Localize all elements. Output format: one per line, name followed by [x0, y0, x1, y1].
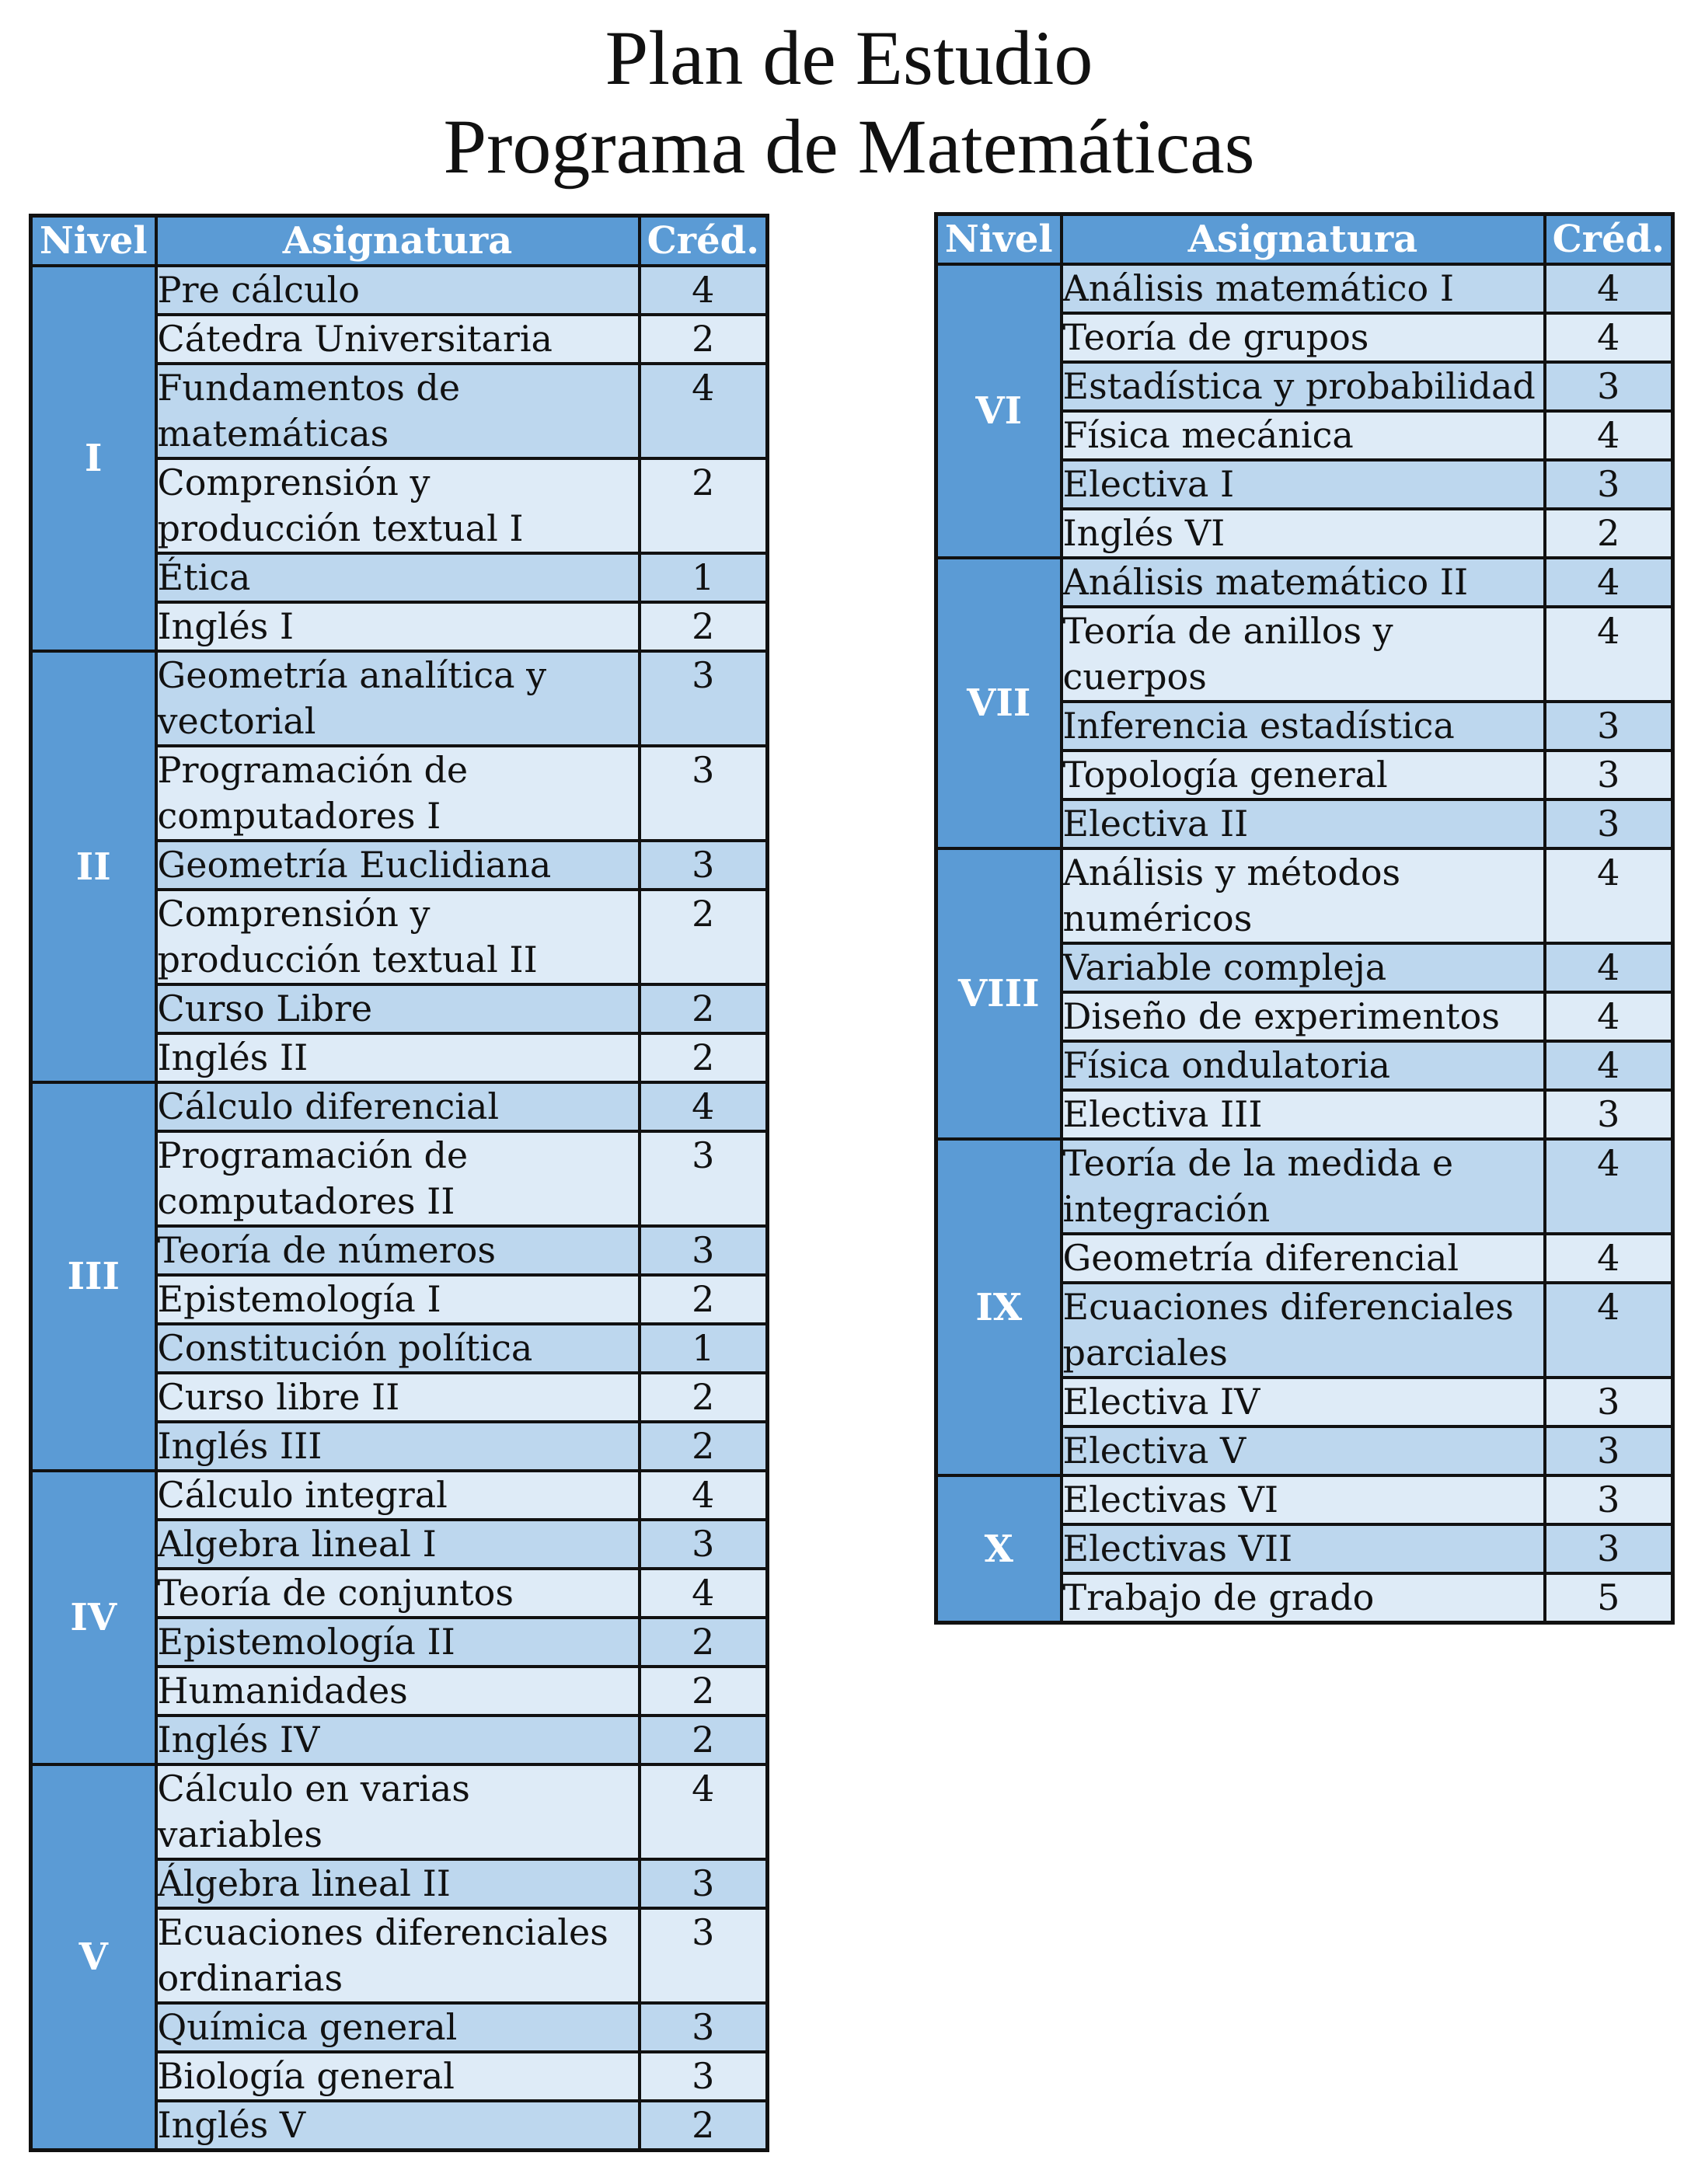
course-credits: 2	[640, 2101, 768, 2151]
course-credits: 4	[1545, 1139, 1673, 1234]
course-name: Trabajo de grado	[1062, 1573, 1545, 1623]
course-credits: 2	[640, 1033, 768, 1082]
course-name: Análisis matemático I	[1062, 264, 1545, 313]
table-row	[936, 1475, 1673, 1524]
course-credits: 3	[1545, 1426, 1673, 1475]
table-row	[936, 1139, 1673, 1234]
course-credits: 4	[640, 1764, 768, 1859]
course-credits: 2	[640, 1275, 768, 1324]
nivel-cell: V	[31, 1764, 156, 2151]
course-credits: 4	[640, 364, 768, 458]
course-credits: 3	[640, 1131, 768, 1226]
table-body-right	[936, 264, 1673, 1623]
table-row	[31, 1471, 768, 1520]
course-credits: 4	[1545, 943, 1673, 992]
course-name: Análisis matemático II	[1062, 558, 1545, 607]
course-credits: 4	[1545, 558, 1673, 607]
course-credits: 3	[1545, 751, 1673, 799]
course-credits: 3	[640, 1908, 768, 2003]
course-name: Geometría diferencial	[1062, 1234, 1545, 1283]
header-asignatura: Asignatura	[156, 216, 640, 266]
course-credits: 5	[1545, 1573, 1673, 1623]
course-name: Comprensión y producción textual II	[156, 890, 640, 984]
course-credits: 4	[1545, 313, 1673, 362]
course-credits: 3	[640, 1226, 768, 1275]
course-name: Electivas VII	[1062, 1524, 1545, 1573]
course-credits: 3	[1545, 362, 1673, 411]
course-credits: 4	[1545, 992, 1673, 1041]
course-name: Algebra lineal I	[156, 1520, 640, 1569]
nivel-cell: VIII	[936, 848, 1062, 1139]
course-name: Cálculo integral	[156, 1471, 640, 1520]
course-name: Teoría de conjuntos	[156, 1569, 640, 1618]
header-asignatura: Asignatura	[1062, 214, 1545, 265]
course-credits: 1	[640, 553, 768, 602]
course-name: Electiva II	[1062, 799, 1545, 848]
course-name: Epistemología II	[156, 1618, 640, 1667]
nivel-cell: X	[936, 1475, 1062, 1623]
course-name: Biología general	[156, 2052, 640, 2101]
course-credits: 2	[640, 1716, 768, 1764]
course-name: Química general	[156, 2003, 640, 2052]
course-name: Inglés II	[156, 1033, 640, 1082]
course-name: Estadística y probabilidad	[1062, 362, 1545, 411]
course-credits: 3	[640, 841, 768, 890]
course-name: Teoría de grupos	[1062, 313, 1545, 362]
course-name: Ética	[156, 553, 640, 602]
course-name: Inglés III	[156, 1422, 640, 1471]
nivel-cell: II	[31, 651, 156, 1082]
course-credits: 2	[640, 984, 768, 1033]
course-credits: 2	[640, 458, 768, 553]
course-name: Electiva I	[1062, 460, 1545, 509]
course-name: Electivas VI	[1062, 1475, 1545, 1524]
course-name: Análisis y métodos numéricos	[1062, 848, 1545, 943]
header-nivel: Nivel	[31, 216, 156, 266]
table-row	[31, 651, 768, 746]
page-title: Plan de Estudio	[605, 15, 1093, 101]
course-name: Geometría analítica y vectorial	[156, 651, 640, 746]
course-credits: 4	[1545, 1234, 1673, 1283]
course-credits: 2	[640, 890, 768, 984]
course-name: Álgebra lineal II	[156, 1859, 640, 1908]
course-name: Constitución política	[156, 1324, 640, 1373]
nivel-cell: VI	[936, 264, 1062, 558]
course-credits: 4	[1545, 411, 1673, 460]
table-row	[31, 1082, 768, 1131]
table-row	[936, 558, 1673, 607]
course-credits: 3	[640, 2052, 768, 2101]
table-row	[936, 848, 1673, 943]
course-name: Pre cálculo	[156, 266, 640, 315]
course-credits: 4	[640, 1082, 768, 1131]
course-credits: 4	[1545, 1041, 1673, 1090]
course-credits: 4	[640, 1471, 768, 1520]
course-credits: 3	[640, 746, 768, 841]
course-name: Inglés IV	[156, 1716, 640, 1764]
course-name: Topología general	[1062, 751, 1545, 799]
course-credits: 3	[640, 2003, 768, 2052]
course-name: Inferencia estadística	[1062, 702, 1545, 751]
course-name: Cálculo en varias variables	[156, 1764, 640, 1859]
course-credits: 2	[640, 315, 768, 364]
course-credits: 1	[640, 1324, 768, 1373]
course-credits: 3	[1545, 1378, 1673, 1426]
course-credits: 3	[1545, 702, 1673, 751]
course-name: Ecuaciones diferenciales parciales	[1062, 1283, 1545, 1378]
course-credits: 4	[1545, 848, 1673, 943]
course-name: Curso Libre	[156, 984, 640, 1033]
course-name: Teoría de la medida e integración	[1062, 1139, 1545, 1234]
course-name: Humanidades	[156, 1667, 640, 1716]
course-credits: 3	[1545, 460, 1673, 509]
course-credits: 4	[640, 1569, 768, 1618]
course-credits: 3	[640, 1859, 768, 1908]
nivel-cell: VII	[936, 558, 1062, 848]
course-name: Cátedra Universitaria	[156, 315, 640, 364]
course-name: Cálculo diferencial	[156, 1082, 640, 1131]
course-name: Física ondulatoria	[1062, 1041, 1545, 1090]
course-name: Física mecánica	[1062, 411, 1545, 460]
course-credits: 3	[640, 1520, 768, 1569]
course-name: Geometría Euclidiana	[156, 841, 640, 890]
header-creditos: Créd.	[640, 216, 768, 266]
nivel-cell: III	[31, 1082, 156, 1471]
course-credits: 4	[1545, 264, 1673, 313]
table-header-row	[31, 216, 768, 266]
curriculum-table-left	[29, 214, 769, 2152]
course-name: Inglés V	[156, 2101, 640, 2151]
course-name: Curso libre II	[156, 1373, 640, 1422]
course-name: Fundamentos de matemáticas	[156, 364, 640, 458]
course-credits: 2	[640, 1667, 768, 1716]
course-name: Electiva IV	[1062, 1378, 1545, 1426]
course-name: Electiva III	[1062, 1090, 1545, 1139]
nivel-cell: IV	[31, 1471, 156, 1764]
table-row	[31, 1764, 768, 1859]
course-credits: 4	[1545, 1283, 1673, 1378]
course-name: Teoría de números	[156, 1226, 640, 1275]
course-credits: 2	[640, 1373, 768, 1422]
page-subtitle: Programa de Matemáticas	[443, 103, 1255, 190]
title-block	[0, 14, 1698, 191]
course-credits: 2	[640, 1422, 768, 1471]
course-credits: 3	[640, 651, 768, 746]
course-credits: 2	[640, 1618, 768, 1667]
course-credits: 2	[640, 602, 768, 651]
course-credits: 3	[1545, 799, 1673, 848]
course-credits: 3	[1545, 1090, 1673, 1139]
course-name: Programación de computadores II	[156, 1131, 640, 1226]
course-credits: 3	[1545, 1475, 1673, 1524]
course-name: Programación de computadores I	[156, 746, 640, 841]
course-name: Ecuaciones diferenciales ordinarias	[156, 1908, 640, 2003]
nivel-cell: IX	[936, 1139, 1062, 1475]
table-body-left	[31, 266, 768, 2151]
header-creditos: Créd.	[1545, 214, 1673, 265]
table-header-row	[936, 214, 1673, 265]
course-name: Electiva V	[1062, 1426, 1545, 1475]
course-name: Epistemología I	[156, 1275, 640, 1324]
course-credits: 2	[1545, 509, 1673, 558]
course-credits: 4	[1545, 607, 1673, 702]
table-row	[936, 264, 1673, 313]
nivel-cell: I	[31, 266, 156, 651]
course-name: Comprensión y producción textual I	[156, 458, 640, 553]
table-row	[31, 266, 768, 315]
curriculum-table-right	[934, 212, 1675, 1625]
header-nivel: Nivel	[936, 214, 1062, 265]
course-name: Variable compleja	[1062, 943, 1545, 992]
course-name: Inglés I	[156, 602, 640, 651]
course-name: Inglés VI	[1062, 509, 1545, 558]
course-credits: 3	[1545, 1524, 1673, 1573]
course-name: Teoría de anillos y cuerpos	[1062, 607, 1545, 702]
course-name: Diseño de experimentos	[1062, 992, 1545, 1041]
course-credits: 4	[640, 266, 768, 315]
